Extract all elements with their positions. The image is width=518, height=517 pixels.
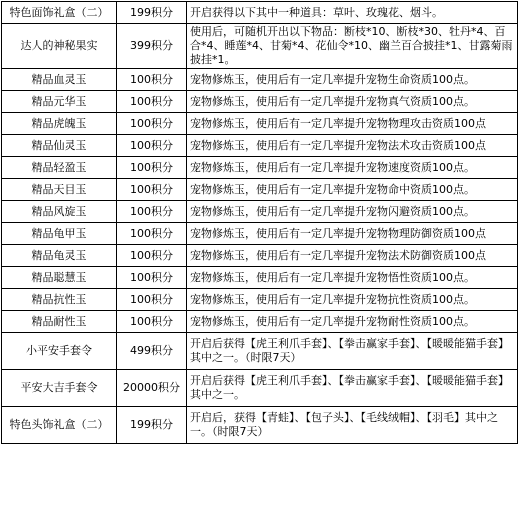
table-row (2, 2, 518, 24)
item-price: 100积分 (117, 113, 187, 135)
table-row (2, 370, 518, 407)
item-price: 100积分 (117, 223, 187, 245)
item-description: 开启后获得【虎王利爪手套】、【拳击赢家手套】、【暖暖能猫手套】其中之一。 (187, 370, 518, 407)
table-row (2, 267, 518, 289)
item-name: 精品风旋玉 (2, 201, 117, 223)
item-name: 小平安手套令 (2, 333, 117, 370)
item-name: 精品元华玉 (2, 91, 117, 113)
item-price: 499积分 (117, 333, 187, 370)
item-price: 100积分 (117, 201, 187, 223)
item-price: 100积分 (117, 135, 187, 157)
item-description: 宠物修炼玉，使用后有一定几率提升宠物生命资质100点。 (187, 69, 518, 91)
item-price: 100积分 (117, 289, 187, 311)
item-description: 宠物修炼玉，使用后有一定几率提升宠物物理防御资质100点 (187, 223, 518, 245)
table-row (2, 223, 518, 245)
table-row (2, 245, 518, 267)
item-price: 100积分 (117, 69, 187, 91)
item-name: 精品耐性玉 (2, 311, 117, 333)
item-name: 精品龟灵玉 (2, 245, 117, 267)
item-description: 宠物修炼玉，使用后有一定几率提升宠物速度资质100点。 (187, 157, 518, 179)
item-name: 达人的神秘果实 (2, 24, 117, 69)
table-row (2, 333, 518, 370)
item-description: 宠物修炼玉，使用后有一定几率提升宠物耐性资质100点。 (187, 311, 518, 333)
item-price: 100积分 (117, 179, 187, 201)
item-name: 精品仙灵玉 (2, 135, 117, 157)
item-price: 100积分 (117, 311, 187, 333)
item-price: 199积分 (117, 2, 187, 24)
item-price: 399积分 (117, 24, 187, 69)
item-description: 开启后获得【虎王利爪手套】、【拳击赢家手套】、【暖暖能猫手套】其中之一。（时限7天） (187, 333, 518, 370)
item-description: 宠物修炼玉，使用后有一定几率提升宠物闪避资质100点。 (187, 201, 518, 223)
item-description: 使用后，可随机开出以下物品：断枝*10、断枝*30、牡丹*4、百合*4、睡莲*4、甘菊*4、花仙令*10、幽兰百合披挂*1、甘露菊雨披挂*1。 (187, 24, 518, 69)
item-name: 精品血灵玉 (2, 69, 117, 91)
item-table (1, 1, 518, 444)
item-description: 开启获得以下其中一种道具：草叶、玫瑰花、烟斗。 (187, 2, 518, 24)
item-description: 宠物修炼玉，使用后有一定几率提升宠物法术防御资质100点 (187, 245, 518, 267)
item-price: 100积分 (117, 245, 187, 267)
table-row (2, 179, 518, 201)
table-row (2, 407, 518, 444)
table-row (2, 157, 518, 179)
item-name: 精品天目玉 (2, 179, 117, 201)
table-row (2, 289, 518, 311)
item-name: 精品聪慧玉 (2, 267, 117, 289)
item-price: 100积分 (117, 91, 187, 113)
table-row (2, 91, 518, 113)
table-row (2, 69, 518, 91)
item-price: 100积分 (117, 157, 187, 179)
item-name: 精品虎魄玉 (2, 113, 117, 135)
table-row (2, 135, 518, 157)
item-price: 100积分 (117, 267, 187, 289)
item-description: 宠物修炼玉，使用后有一定几率提升宠物真气资质100点。 (187, 91, 518, 113)
item-name: 特色头饰礼盒（二） (2, 407, 117, 444)
item-price: 20000积分 (117, 370, 187, 407)
item-description: 开启后，获得【青蛙】、【包子头】、【毛线绒帽】、【羽毛】其中之一。（时限7天） (187, 407, 518, 444)
table-row (2, 113, 518, 135)
item-price: 199积分 (117, 407, 187, 444)
item-name: 精品龟甲玉 (2, 223, 117, 245)
item-name: 精品抗性玉 (2, 289, 117, 311)
table-row (2, 311, 518, 333)
item-name: 特色面饰礼盒（二） (2, 2, 117, 24)
item-name: 精品轻盈玉 (2, 157, 117, 179)
item-description: 宠物修炼玉，使用后有一定几率提升宠物物理攻击资质100点 (187, 113, 518, 135)
table-row (2, 201, 518, 223)
item-description: 宠物修炼玉，使用后有一定几率提升宠物悟性资质100点。 (187, 267, 518, 289)
item-description: 宠物修炼玉，使用后有一定几率提升宠物命中资质100点。 (187, 179, 518, 201)
item-description: 宠物修炼玉，使用后有一定几率提升宠物法术攻击资质100点 (187, 135, 518, 157)
item-name: 平安大吉手套令 (2, 370, 117, 407)
table-row (2, 24, 518, 69)
item-description: 宠物修炼玉，使用后有一定几率提升宠物抗性资质100点。 (187, 289, 518, 311)
